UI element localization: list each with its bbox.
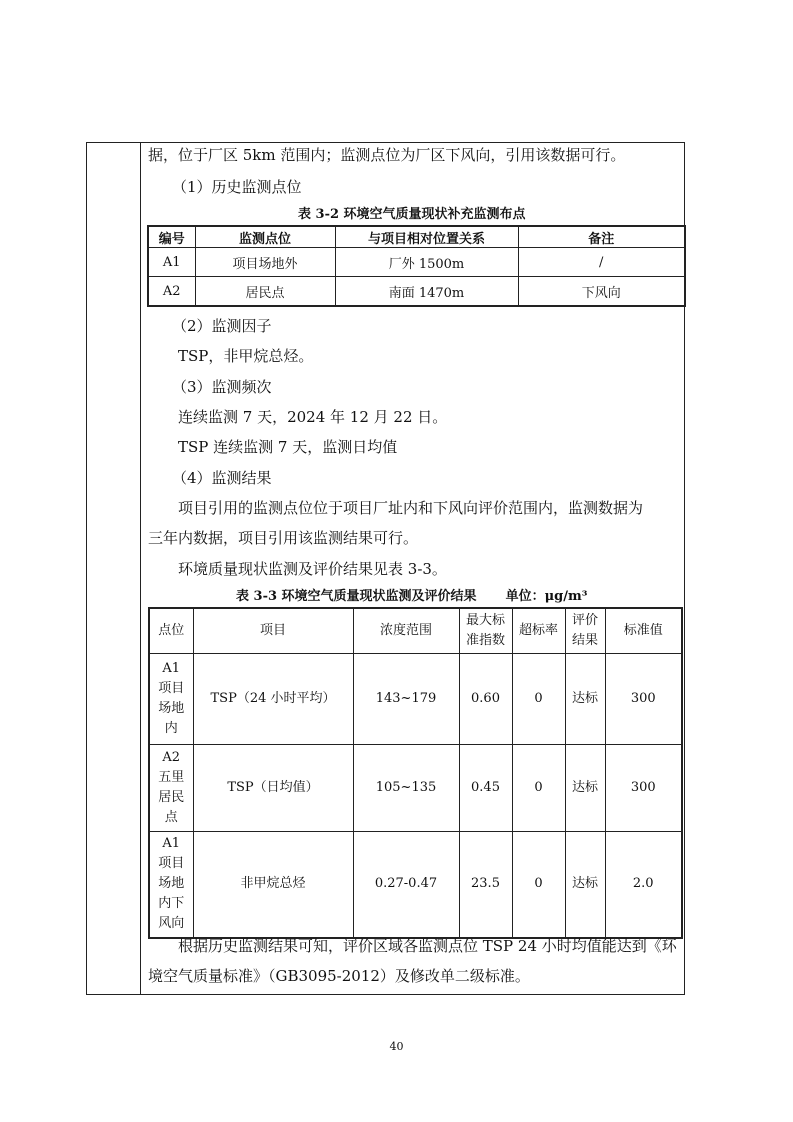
paragraph: TSP 连续监测 7 天，监测日均值 [178,438,398,456]
table-row [149,654,682,745]
paragraph: 据，位于厂区 5km 范围内；监测点位为厂区下风向，引用该数据可行。 [148,146,626,164]
table-header-row [148,226,685,248]
table-cell: 0 [512,745,565,832]
section-heading: （3）监测频次 [172,378,272,396]
table-cell: 0 [512,832,565,938]
table-cell: 厂外 1500m [335,248,518,277]
header-cell: 评价结果 [565,608,605,654]
section-heading: （2）监测因子 [172,317,272,335]
table-cell: TSP（24 小时平均） [193,654,353,745]
column-divider [140,142,141,995]
page-number: 40 [389,1040,404,1053]
table-cell: 300 [605,654,682,745]
paragraph: 境空气质量标准》（GB3095-2012）及修改单二级标准。 [148,967,530,985]
table-cell: A2 [148,277,195,307]
air-quality-results-table [148,607,683,939]
section-heading: （4）监测结果 [172,469,272,487]
table-cell: 143~179 [353,654,459,745]
paragraph: 环境质量现状监测及评价结果见表 3-3。 [178,560,447,578]
table-cell: 南面 1470m [335,277,518,307]
table-cell: TSP（日均值） [193,745,353,832]
table-cell: 2.0 [605,832,682,938]
table-cell: A1项目场地内 [149,654,193,745]
header-cell: 项目 [193,608,353,654]
table-cell: 0.45 [459,745,512,832]
header-cell: 浓度范围 [353,608,459,654]
table-cell: 非甲烷总烃 [193,832,353,938]
table-cell: 达标 [565,654,605,745]
table-cell: 105~135 [353,745,459,832]
header-cell: 监测点位 [195,226,335,248]
table-cell: 0.27-0.47 [353,832,459,938]
table-row [149,832,682,938]
table-cell: 0 [512,654,565,745]
section-heading: （1）历史监测点位 [172,178,302,196]
paragraph: 三年内数据，项目引用该监测结果可行。 [148,529,419,547]
table-cell: 300 [605,745,682,832]
table-cell: / [518,248,685,277]
paragraph: TSP，非甲烷总烃。 [178,347,314,365]
table-cell: 项目场地外 [195,248,335,277]
table-unit: 单位：μg/m³ [505,589,588,604]
header-cell: 编号 [148,226,195,248]
table-cell: 下风向 [518,277,685,307]
monitoring-points-table [147,225,686,307]
table-row [148,277,685,307]
header-cell: 备注 [518,226,685,248]
header-cell: 标准值 [605,608,682,654]
table-row [149,745,682,832]
header-cell: 超标率 [512,608,565,654]
paragraph: 根据历史监测结果可知，评价区域各监测点位 TSP 24 小时均值能达到《环 [178,937,677,955]
table-cell: 达标 [565,832,605,938]
table-cell: 23.5 [459,832,512,938]
header-cell: 点位 [149,608,193,654]
table-caption: 表 3-2 环境空气质量现状补充监测布点 [298,207,526,222]
paragraph: 连续监测 7 天，2024 年 12 月 22 日。 [178,408,448,426]
table-cell: A2五里居民点 [149,745,193,832]
table-cell: 居民点 [195,277,335,307]
table-header-row [149,608,682,654]
header-cell: 最大标准指数 [459,608,512,654]
table-caption: 表 3-3 环境空气质量现状监测及评价结果 [236,589,477,604]
table-cell: A1 [148,248,195,277]
table-cell: 0.60 [459,654,512,745]
table-cell: 达标 [565,745,605,832]
header-cell: 与项目相对位置关系 [335,226,518,248]
table-cell: A1项目场地内下风向 [149,832,193,938]
table-row [148,248,685,277]
paragraph: 项目引用的监测点位位于项目厂址内和下风向评价范围内，监测数据为 [178,499,644,517]
